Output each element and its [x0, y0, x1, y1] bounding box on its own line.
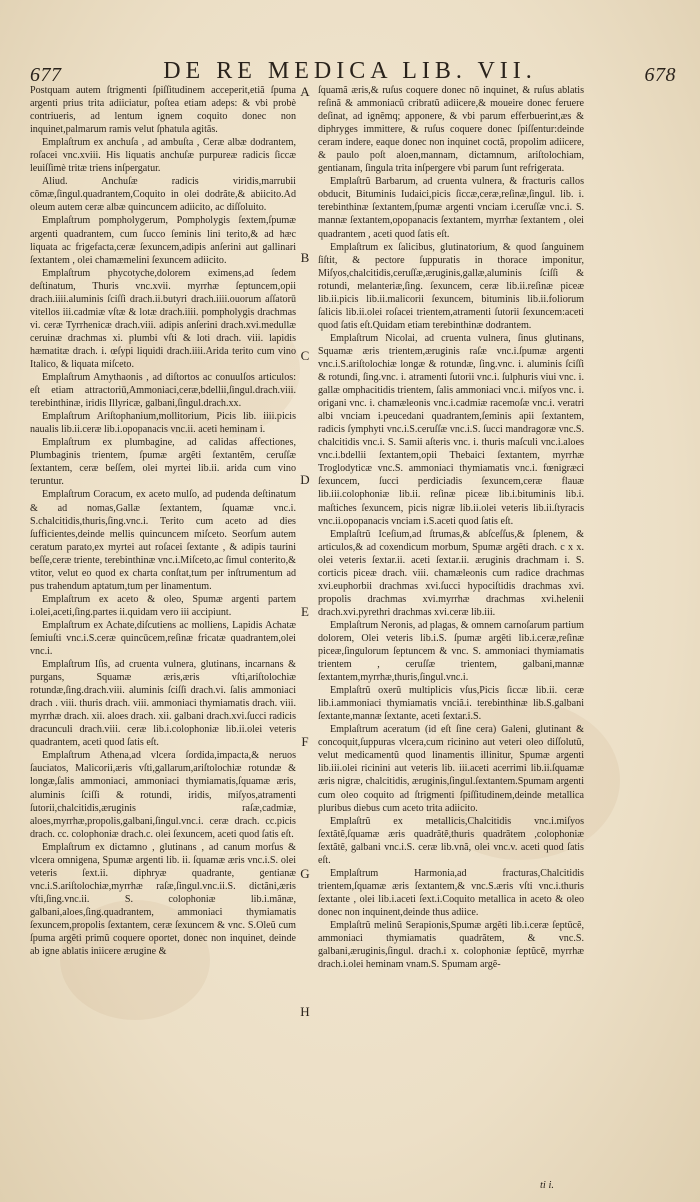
paragraph: Emplaſtrum Amythaonis , ad diſtortos ac conuulſos articulos: eſt etiam attractoriū,Ammoniaci,ceræ,bdellii,ſingul.drach.viii. terebinthinæ, iridis Illyricæ, galbani,ſingul.drach.xx.: [30, 372, 296, 410]
paragraph: Emplaſtrum ex anchuſa , ad ambuſta , Ceræ albæ dodrantem, roſacei vnc.xviii. His liquatis anchuſæ purpureæ radicis ſiccæ leuiſſimè tritæ triens inſpergatur.: [30, 137, 296, 175]
paragraph: Emplaſtrum Iſis, ad cruenta vulnera, glutinans, incarnans & purgans, Squamæ æris,æris vſti,ariſtolochiæ rotundæ,ſing.drach.viii. aluminis ſciſſi drach.vi. ſalis ammoniaci drach . viii. thuris drach. viii. ammoniaci thymiamatis drach. viii. myrrhæ drach. xii. aloes drach. xii. galbani drach.xvi.ſucci radicis dracunculi drach.viii. ceræ lib.i.colophoniæ lib.ii.olei veteris quadrantem, aceti quod ſatis eſt.: [30, 659, 296, 749]
paragraph: Emplaſtrum phycotyche,dolorem eximens,ad ſedem deſtinatum, Thuris vnc.xvii. myrrhæ ſeptuncem,opii drach.iiii.aluminis ſciſſi drach.ii.butyri drach.iiii.ouorum aſſatorū vitellos iii.cadmiæ vſtæ & lotæ drach.iiii. pompholygis drachmas vi. ceræ Tyrrhenicæ drach.viii. adipis anſerini drach.xvi.medullæ ceruinæ drachmas xi. plumbi vſti & loti drach. viii. lapidis hæmatitæ drach. i. œſypi liquidi drach.iiii.Arida terito cum vino Italico, & liquata miſceto.: [30, 267, 296, 370]
margin-letter-d: D: [300, 472, 310, 487]
margin-letter-c: C: [300, 348, 310, 363]
right-text-column: [318, 84, 584, 971]
paragraph: Emplaſtrũ ex metallicis,Chalcitidis vnc.i.miſyos ſextãtẽ,ſquamæ æris quadrãtẽ,thuris quadrãtem ,colophoniæ ſextãtẽ, galbani vnc.i.S. ceræ lib.vnã, olei vnc.v. aceti quod ſatis eſt.: [318, 815, 584, 866]
paragraph: Emplaſtrum ex aceto & oleo, Spumæ argenti partem i.olei,aceti,ſing.partes ii.quidam vero iii accipiunt.: [30, 593, 296, 618]
paragraph: Emplaſtrum ex plumbagine, ad calidas affectiones, Plumbaginis trientem, ſpumæ argẽti ſextantẽm, ceruſſæ ſextantem, ceræ beſſem, olei myrtei lib.ii. arida cum vino teruntur.: [30, 437, 296, 488]
paragraph: Emplaſtrũ Barbarum, ad cruenta vulnera, & fracturis callos obducit, Bituminis Iudaici,picis ſiccæ,ceræ,reſinæ,ſingul. lib. i. terebinthinæ ſextantem,ſpumæ argenti vnciam i.ceruſſæ vnc.i. S. mannæ ſextantem,opopanacis ſextantem, myrrhæ ſextantem , olei quadrantem , aceti quod ſatis eſt.: [318, 176, 584, 240]
paragraph: Emplaſtrum Harmonia,ad fracturas,Chalcitidis trientem,ſquamæ æris ſextantem,& vnc.S.æris vſti vnc.i.thuris ſextante , olei lib.i.aceti ſext.i.Coquito metallica in aceto & oleo donec non inquinent,deinde thus adiice.: [318, 867, 584, 918]
paragraph: Emplaſtrum pompholygerum, Pompholygis ſextem,ſpumæ argenti quadrantem, cum ſucco ſeminis lini terito,& ad hæc liquata ac frigefacta,ceræ ſexuncem,adipis anſerini aut gallinari ſextantem , olei chamæmelini ſexuncem adiicito.: [30, 215, 296, 266]
page-number-left: 677: [30, 64, 62, 86]
paragraph: Emplaſtrum ex dictamno , glutinans , ad canum morſus & vlcera omnigena, Spumæ argenti lib. ii. ſquamæ æris vnc.i.S. olei veteris ſext.ii. diphryæ quadrante, gentianæ vnc.i.S.ariſtolochiæ,myrrhæ raſæ,ſingul.vnc.ii.S. dictãni,æris vſti,ſing.vnc.ii. S. colophoniæ lib.i.mãnæ, galbani,aloes,ſing.quadrantem, ammoniaci thymiamatis ſexuncem,propolis ſextantem, ceræ ſexuncem & vnc. S.Oleũ cum ſpuma argẽti primũ coquere oportet, donec non inquinet, deinde ab igne ablatis iniicere ærugine &: [30, 841, 296, 958]
margin-letter-g: G: [300, 866, 310, 881]
paragraph: Postquam autem ſtrigmenti ſpiſſitudinem acceperit,etiã ſpuma argenti prius trita adiiciatur, poſtea etiam adeps: & vbi probè contriueris, ad lentum ignem coquito donec non inquinet,palmarum ramis velut ſphatula agitãs.: [30, 85, 296, 136]
paragraph: Emplaſtrũ melinũ Serapionis,Spumæ argẽti lib.i.ceræ ſeptũcẽ, ammoniaci thymiamatis quadrãtem, & vnc.S. galbani,æruginis,ſingul. drach.i x. colophoniæ ſeptũcẽ, myrrhæ drach.i.olei heminam vnam.S. Spumam argẽ-: [318, 920, 584, 971]
paragraph: Emplaſtrum ex ſalicibus, glutinatorium, & quod ſanguinem ſiſtit, & pectore ſuppuratis in thorace imponitur, Miſyos,chalcitidis,ceruſſæ,æruginis,gallæ,aluminis ſciſſi & rotundi, melanteriæ,ſing. ſexuncem, ceræ lib.ii.reſinæ piceæ lib.ii.picis lib.ii.malicorii ſexuncem, bituminis lib.ii.foliorum ſalicis lib.ii.olei roſacei trientem,atramenti ſutorii ſexuncem:aceti quod ſatis eſt.Quidam etiam terebinthinæ dodrantem.: [318, 241, 584, 331]
catchword: ti i.: [540, 1180, 555, 1191]
paragraph: Emplaſtrum Nicolai, ad cruenta vulnera, ſinus glutinans, Squamæ æris trientem,æruginis raſæ vnc.i.ſpumæ argenti vnc.i.S.ariſtolochiæ longæ & rotundæ, ſing.vnc. i. aluminis ſciſſi & rotundi, ſing.vnc. i. atramenti ſutorii vnc.i. ſulphuris viui vnc. i. gallæ omphacitidis trientem, ſalis ammoniaci vnc.i. miſyos vnc. i. origani vnc. i. chamæleonis vnc.i.cadmiæ racemoſæ vnc.i. veratri albi vnciam i.peucedani quadrantem,ſeminis apii ſextantem, radicis ſymphyti vnc.i.S.ceruſſæ vnc.i.S. ſucci mandragoræ vnc.S. chalcitidis vnc.i. S. Samii aſteris vnc. i. thuris maſculi vnc.i.aloes vnc.i.bdellii ſextantem,opii Thebaici ſextantem, myrrhæ Troglodyticæ vnc.S. ammoniaci thymiamatis vnc.i. fœnigræci ſexuncem, ſucci perdiciadis ſexuncem,ceræ flauæ lib.iii.colophoniæ lib.ii. reſinæ piceæ lib.i.bituminis lib.i. maſtiches ſexuncem, picis nigræ lib.ii.olei veteris lib.ii.ſtyracis vnc.ii.opopanacis vnciam i.S.aceti quod ſatis eſt.: [318, 332, 584, 527]
paragraph: Emplaſtrum ex Achate,diſcutiens ac molliens, Lapidis Achatæ ſemiuſti vnc.i.S.ceræ quincūcem,reſinæ fricatæ quadrantem,olei vnc.i.: [30, 619, 296, 658]
paragraph: Emplaſtrum Athena,ad vlcera ſordida,impacta,& neruos ſauciatos, Malicorii,æris vſti,gallarum,ariſtolochiæ rotundæ & longæ,ſalis ammoniaci, ammoniaci thymiamatis,ſquamæ æris, aluminis ſciſſi & rotundi, iridis, miſyos,atramenti ſutorii,chalcitidis,æruginis raſæ,cadmiæ, aloes,myrrhæ,propolis,galbani,ſingul.vnc.i. ceræ drach. cc.picis drach. cc. colophoniæ drach.c. olei ſexuncem, aceti quod ſatis eſt.: [30, 750, 296, 840]
paragraph: Emplaſtrum Neronis, ad plagas, & omnem carnoſarum partium dolorem, Olei veteris lib.i.S. ſpumæ argẽti lib.i.ceræ,reſinæ piceæ,ſingulorum ſeptuncem & vnc. S. ammoniaci thymiamatis trientem , ceruſſæ trientem, galbani,mannæ ſextantem,myrrhæ,thuris,ſingul.vnc.i.: [318, 619, 584, 684]
margin-letter-f: F: [301, 734, 309, 749]
running-title: DE RE MEDICA LIB. VII.: [163, 58, 537, 84]
paragraph: Emplaſtrũ oxerũ multiplicis vſus,Picis ſiccæ lib.ii. ceræ lib.i.ammoniaci thymiamatis vnciã.i. terebinthinæ lib.S.galbani ſextante,mannæ ſextante, aceti ſextar.i.S.: [318, 685, 584, 723]
margin-letter-h: H: [300, 1004, 310, 1019]
margin-letter-b: B: [300, 250, 310, 265]
margin-letter-e: E: [301, 604, 309, 619]
paragraph: Emplaſtrum Coracum, ex aceto mulſo, ad pudenda deſtinatum & ad nomas,Gallæ ſextantem, ſquamæ vnc.i. S.chalcitidis,thuris,ſing.vnc.i. Terito cum aceto ad dies ſufficientes,deinde mellis quincuncem miſceto. Seorſum autem ceratum parato,ex myrtei aut roſacei ſextante , & adipis taurini beſſe,ceræ triente, terebinthinæ vnc.i.Miſceto,ac ſimul conterito,& vtitor, velut eo quod ex charta conſtat,tum per inſtrumentum ad pus trahendum aptatum,tum per linamentum.: [30, 489, 296, 592]
page-number-right: 678: [644, 64, 676, 86]
paragraph: Emplaſtrũ Iceſium,ad ſtrumas,& abſceſſus,& ſplenem, & articulos,& ad coxendicum morbum, Spumæ argẽti drach. c x x. olei veteris ſextar.ii. aceti ſextar.ii. æruginis drachmam i. S. corticis piceæ drach. viii. chamæleonis cum radice drachmas xvi.euphorbii drachmas xvi.ſucci hypociſtidis drachmas xvi. propolis drachmas xvi.myrrhæ drachmas xvi.helenii drach.xvi.pyrethri drachmas xvi.ceræ lib.iii.: [318, 528, 584, 618]
left-text-column: [30, 84, 296, 958]
paragraph: Aliud. Anchuſæ radicis viridis,marrubii cõmæ,ſingul.quadrantem,Coquito in olei dodrãte,& abiicito.Ad oleum autem ceræ albæ quincuncem adiicito, ac diſſoluito.: [30, 176, 296, 214]
paragraph: Emplaſtrum Ariſtophanium,mollitorium, Picis lib. iiii.picis naualis lib.ii.ceræ lib.i.opopanacis vnc.ii. aceti heminam i.: [30, 411, 296, 436]
paragraph: Emplaſtrum aceratum (id eſt ſine cera) Galeni, glutinant & concoquit,ſuppuras vlcera,cum ricinino aut veteri oleo diſſolutũ, velut medicamentũ quod linamentis illinitur, Spumæ argenti lib.iii.olei ricinini aut veteris lib. iii.aceti acerrimi lib.ii.ſquamæ æris nigræ, chalcitidis, æruginis,ſingul.ſextantem.Spumam argenti cum oleo coquito ad ſtrigmenti ſpiſſitudinem,deinde metallica pluribus diebus cum aceto trita adiicito.: [318, 724, 584, 814]
paragraph: ſquamã æris,& ruſus coquere donec nõ inquinet, & ruſus ablatis reſinã & ammoniacũ cribratũ adiicere,& moueire donec feruere deſinat, ad ignẽmq; apponere, & vbi parum efferbuerint,æs & diphryges immittere, & ruſus coquere donec ſpiſſentur:deinde ceram indere, eaque donec non inquinet coctã, propolim adiicere, & paulo poſt aloen,mannam, dictamnum, ariſtolochiam, gentianam, ſingula trita inſpergere vbi parum ſunt refrigerata.: [318, 85, 584, 175]
margin-letter-a: A: [300, 84, 310, 99]
